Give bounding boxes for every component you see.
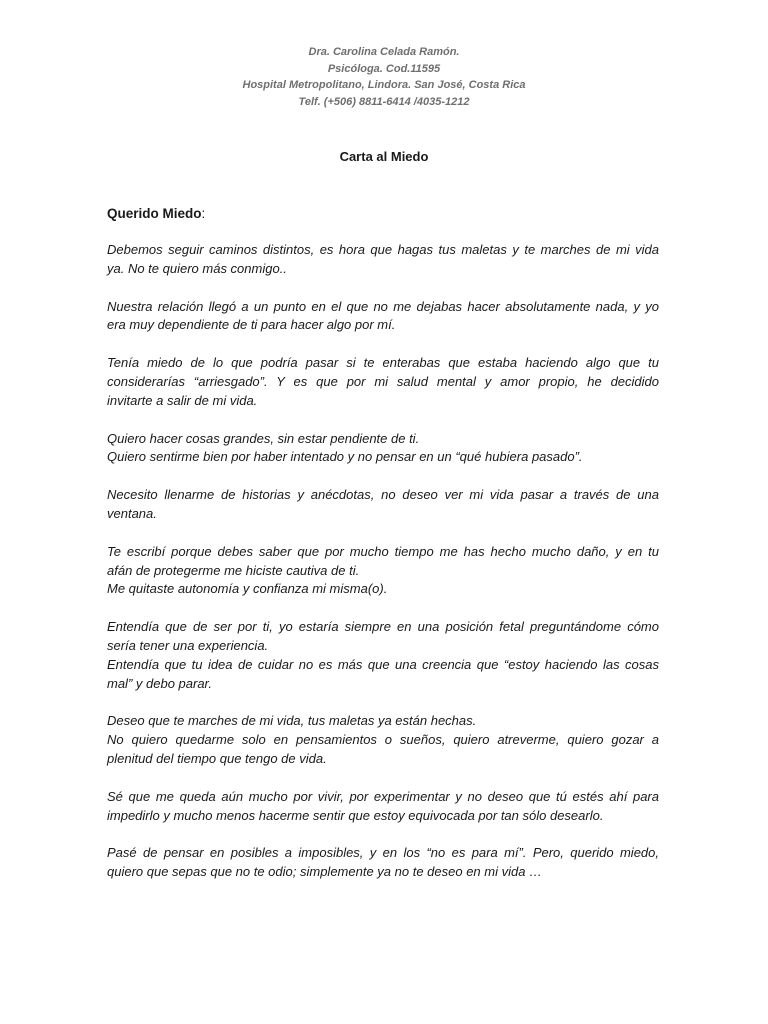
paragraph-line: Quiero sentirme bien por haber intentado y no pensar en un “qué hubiera pasado”. <box>107 449 583 465</box>
letter-body <box>107 241 659 901</box>
paragraph-line: Nuestra relación llegó a un punto en el que no me dejabas hacer absolutamente nada, y yo <box>107 298 659 314</box>
paragraph-line: ventana. <box>107 505 157 521</box>
paragraph-line: afán de protegerme me hiciste cautiva de ti. <box>107 562 360 578</box>
paragraph <box>107 241 659 279</box>
paragraph <box>107 844 659 882</box>
doctor-address: Hospital Metropolitano, Lindora. San José, Costa Rica <box>242 79 526 91</box>
salutation-name: Querido Miedo <box>107 206 202 221</box>
doctor-title: Psicóloga. Cod.11595 <box>327 62 441 75</box>
paragraph-line: era muy dependiente de ti para hacer algo por mí. <box>107 317 396 333</box>
paragraph-line: impedirlo y mucho menos hacerme sentir que estoy equivocada por tan sólo desearlo. <box>107 807 604 823</box>
paragraph-line: invitarte a salir de mi vida. <box>107 392 258 408</box>
paragraph-line: sería tener una experiencia. <box>107 637 269 653</box>
paragraph-line: quiero que sepas que no te odio; simplemente ya no te deseo en mi vida … <box>107 864 543 880</box>
paragraph-line: Pasé de pensar en posibles a imposibles, y en los “no es para mí”. Pero, querido miedo, <box>107 845 659 861</box>
salutation-punctuation: : <box>201 206 206 221</box>
paragraph-line: Me quitaste autonomía y confianza mi misma(o). <box>107 581 388 597</box>
paragraph-line: Entendía que de ser por ti, yo estaría siempre en una posición fetal preguntándome cómo <box>107 619 659 635</box>
paragraph-line: Tenía miedo de lo que podría pasar si te enterabas que estaba haciendo algo que tu <box>107 355 659 371</box>
paragraph-line: Sé que me queda aún mucho por vivir, por experimentar y no deseo que tú estés ahí para <box>107 788 659 804</box>
paragraph <box>107 354 659 410</box>
paragraph <box>107 298 659 336</box>
doctor-phone: Telf. (+506) 8811-6414 /4035-1212 <box>298 95 470 108</box>
paragraph-line: Entendía que tu idea de cuidar no es más que una creencia que “estoy haciendo las cosas <box>107 656 659 672</box>
paragraph <box>107 543 659 599</box>
letterhead <box>0 44 768 110</box>
document-title: Carta al Miedo <box>339 149 429 164</box>
salutation <box>107 204 205 223</box>
paragraph-line: Quiero hacer cosas grandes, sin estar pendiente de ti. <box>107 430 420 446</box>
paragraph <box>107 430 659 468</box>
paragraph-line: plenitud del tiempo que tengo de vida. <box>107 750 327 766</box>
paragraph <box>107 788 659 826</box>
paragraph <box>107 486 659 524</box>
paragraph-line: ya. No te quiero más conmigo.. <box>107 260 287 276</box>
paragraph-line: No quiero quedarme solo en pensamientos o sueños, quiero atreverme, quiero gozar a <box>107 732 659 748</box>
paragraph <box>107 712 659 768</box>
paragraph <box>107 618 659 693</box>
doctor-name: Dra. Carolina Celada Ramón. <box>308 46 460 58</box>
paragraph-line: Deseo que te marches de mi vida, tus maletas ya están hechas. <box>107 713 477 729</box>
paragraph-line: Debemos seguir caminos distintos, es hora que hagas tus maletas y te marches de mi vida <box>107 242 659 257</box>
paragraph-line: considerarías “arriesgado”. Y es que por mi salud mental y amor propio, he decidido <box>107 373 659 389</box>
paragraph-line: mal” y debo parar. <box>107 675 213 691</box>
paragraph-line: Necesito llenarme de historias y anécdotas, no deseo ver mi vida pasar a través de una <box>107 487 659 503</box>
paragraph-line: Te escribí porque debes saber que por mucho tiempo me has hecho mucho daño, y en tu <box>107 543 659 559</box>
